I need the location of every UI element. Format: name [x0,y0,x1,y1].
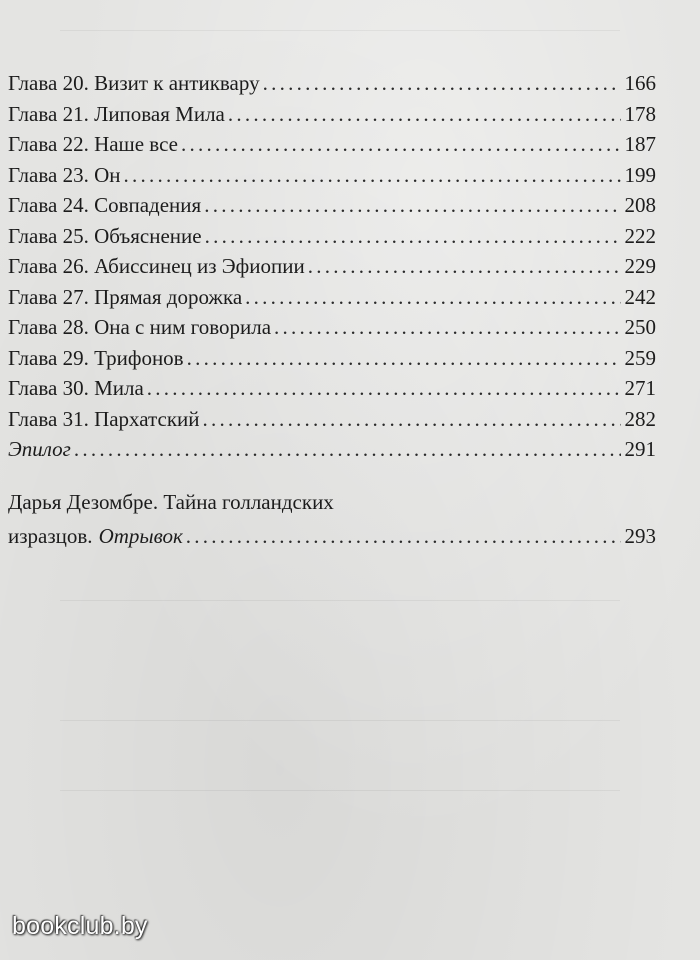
leader-dots [147,373,621,404]
excerpt-entry [8,485,656,553]
table-of-contents [8,68,656,465]
toc-entry-title: Глава 24. Совпадения [8,193,202,217]
leader-dots [74,434,621,465]
toc-entry-title: Глава 23. Он [8,162,121,187]
toc-entry-page-number: 187 [624,132,656,156]
toc-entry-page-number: 199 [624,162,656,187]
toc-entry-page-number: 271 [624,376,656,400]
toc-entry-page-number: 222 [624,223,656,248]
leader-dots [181,129,621,160]
leader-dots [228,99,621,130]
leader-dots [203,404,621,435]
bleed-through-line [60,790,620,791]
leader-dots [187,343,621,374]
toc-entry [8,373,656,404]
bleed-through-line [60,720,620,721]
toc-entry-page-number: 178 [624,101,656,126]
toc-entry-page-number: 282 [624,406,656,431]
excerpt-title-italic: Отрывок [98,524,183,548]
leader-dots [274,312,620,343]
toc-entry-title: Глава 27. Прямая дорожка [8,284,243,309]
toc-entry [8,221,656,252]
toc-entry-title: Эпилог [8,437,71,461]
toc-entry-page-number: 166 [624,71,656,95]
toc-entry-title: Глава 22. Наше все [8,132,178,156]
leader-dots [308,251,621,282]
leader-dots [186,519,621,553]
toc-entry-page-number: 242 [624,284,656,309]
toc-entry-title: Глава 28. Она с ним говорила [8,315,272,339]
toc-entry-title: Глава 26. Абиссинец из Эфиопии [8,254,305,278]
toc-entry-title: Глава 30. Мила [8,376,144,400]
toc-entry [8,251,656,282]
toc-entry-title: Глава 20. Визит к антиквару [8,71,260,95]
site-watermark: bookclub.by [12,912,148,940]
toc-entry [8,68,656,99]
toc-entry-page-number: 291 [624,437,656,461]
toc-entry-title: Глава 25. Объяснение [8,223,202,248]
toc-entry [8,434,656,465]
leader-dots [123,160,620,191]
excerpt-title-line1: Дарья Дезомбре. Тайна голландских [8,490,334,514]
toc-entry [8,282,656,313]
toc-entry [8,343,656,374]
excerpt-page-number: 293 [624,524,656,548]
leader-dots [245,282,620,313]
bleed-through-line [60,600,620,601]
toc-entry [8,312,656,343]
toc-entry [8,190,656,221]
toc-entry [8,404,656,435]
toc-entry-title: Глава 31. Пархатский [8,406,200,431]
toc-entry [8,129,656,160]
toc-entry-title: Глава 29. Трифонов [8,345,184,370]
excerpt-title-prefix: изразцов. Отрывок [8,524,183,548]
bleed-through-line [60,30,620,31]
leader-dots [263,68,621,99]
toc-entry-page-number: 250 [624,315,656,339]
toc-entry-page-number: 259 [624,345,656,370]
toc-entry-title: Глава 21. Липовая Мила [8,101,225,126]
excerpt-title-line2 [8,519,656,553]
leader-dots [204,190,620,221]
toc-entry-page-number: 229 [624,254,656,278]
toc-entry-page-number: 208 [624,193,656,217]
toc-entry [8,160,656,191]
leader-dots [205,221,621,252]
toc-entry [8,99,656,130]
